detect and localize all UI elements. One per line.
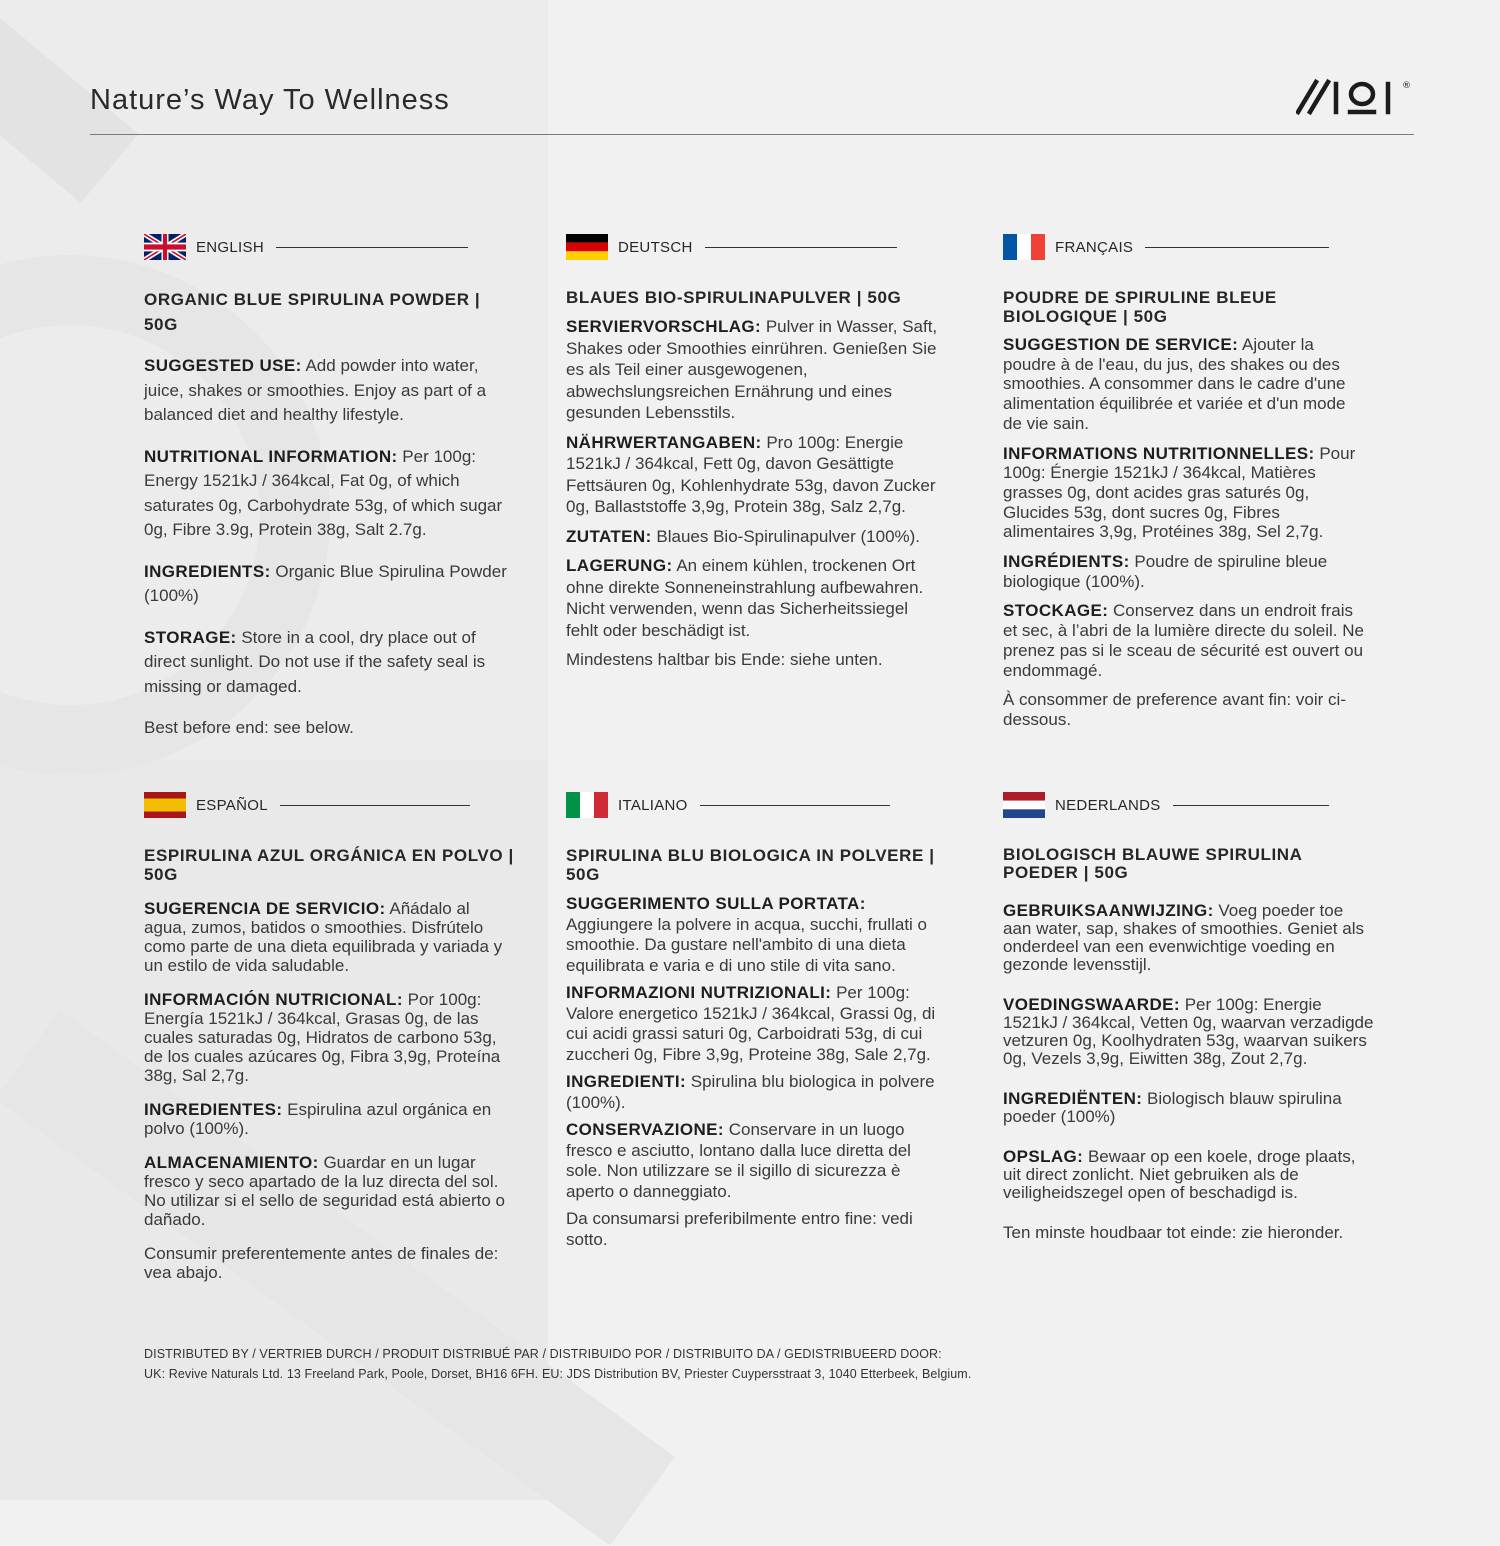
ingredients: INGRÉDIENTS: Poudre de spiruline bleue biologique (100%).	[1003, 552, 1328, 591]
storage: STOCKAGE: Conservez dans un endroit frais et sec, à l’abri de la lumière directe du soleil. Ne prenez pas si le sceau de sécurité est ouvert ou endommagé.	[1003, 601, 1364, 680]
ingredients: ZUTATEN: Blaues Bio-Spirulinapulver (100%).	[566, 526, 921, 546]
storage: OPSLAG: Bewaar op een koele, droge plaats, uit direct zonlicht. Niet gebruiken als de veiligheidszegel open of beschadigd is.	[1003, 1147, 1356, 1202]
suggested-use: GEBRUIKSAANWIJZING: Voeg poeder toe aan water, sap, shakes of smoothies. Geniet als onderdeel van een evenwichtige voeding en gezonde levensstijl.	[1003, 901, 1364, 974]
language-header	[144, 792, 516, 818]
distributor-heading: DISTRIBUTED BY / VERTRIEB DURCH / PRODUIT DISTRIBUÉ PAR / DISTRIBUIDO POR / DISTRIBUITO DA / GEDISTRIBUEERD DOOR:	[144, 1347, 942, 1361]
suggested-use: SUGERENCIA DE SERVICIO: Añádalo al agua, zumos, batidos o smoothies. Disfrútelo como parte de una dieta equilibrada y variada y un estilo de vida saludable.	[144, 899, 503, 975]
language-header	[566, 792, 942, 818]
language-header	[144, 234, 516, 260]
nutritional-info: NÄHRWERTANGABEN: Pro 100g: Energie 1521kJ / 364kcal, Fett 0g, davon Gesättigte Fettsäuren 0g, Kohlenhydrate 53g, davon Zucker 0g, Ballaststoffe 3,9g, Protein 38g, Salz 2,7g.	[566, 432, 936, 516]
language-header	[566, 234, 938, 260]
language-label: FRANÇAIS	[1055, 238, 1134, 256]
suggested-use: SUGGESTED USE: Add powder into water, juice, shakes or smoothies. Enjoy as part of a balanced diet and healthy lifestyle.	[144, 356, 487, 424]
ingredients: INGREDIENTI: Spirulina blu biologica in polvere (100%).	[566, 1072, 935, 1112]
best-before: Da consumarsi preferibilmente entro fine: vedi sotto.	[566, 1209, 913, 1249]
language-divider	[705, 247, 897, 248]
brand-logo	[1296, 72, 1416, 120]
language-divider	[280, 805, 470, 806]
column-german	[566, 234, 938, 679]
page-title: Nature’s Way To Wellness	[90, 84, 450, 116]
language-divider	[1173, 805, 1329, 806]
distributor-info	[144, 1344, 971, 1384]
product-title: BLAUES BIO-SPIRULINAPULVER | 50G	[566, 288, 902, 307]
language-header	[1003, 234, 1369, 260]
best-before: Consumir preferentemente antes de finales de: vea abajo.	[144, 1244, 499, 1282]
france-flag-icon	[1003, 234, 1045, 260]
language-divider	[1145, 247, 1329, 248]
best-before: Best before end: see below.	[144, 718, 354, 737]
product-title: ESPIRULINA AZUL ORGÁNICA EN POLVO | 50G	[144, 846, 514, 884]
column-english	[144, 234, 516, 758]
best-before: Mindestens haltbar bis Ende: siehe unten.	[566, 650, 883, 669]
suggested-use: SERVIERVORSCHLAG: Pulver in Wasser, Saft, Shakes oder Smoothies einrühren. Genießen Sie es als Teil einer ausgewogenen, abwechslungsreichen Ernährung und eines gesunden Lebensstils.	[566, 317, 938, 422]
italy-flag-icon	[566, 792, 608, 818]
storage: LAGERUNG: An einem kühlen, trockenen Ort ohne direkte Sonneneinstrahlung aufbewahren. Nicht verwenden, wenn das Sicherheitssiegel fehlt oder beschädigt ist.	[566, 556, 924, 640]
language-label: DEUTSCH	[618, 238, 693, 256]
ingredients: INGREDIËNTEN: Biologisch blauw spirulina poeder (100%)	[1003, 1089, 1342, 1126]
language-divider	[276, 247, 468, 248]
language-label: ENGLISH	[196, 238, 264, 256]
germany-flag-icon	[566, 234, 608, 260]
language-label: ITALIANO	[618, 796, 688, 814]
column-french	[1003, 234, 1369, 744]
nutritional-info: VOEDINGSWAARDE: Per 100g: Energie 1521kJ / 364kcal, Vetten 0g, waarvan verzadigde vetzuren 0g, Koolhydraten 53g, waarvan suikers 0g, Vezels 3,9g, Eiwitten 38g, Zout 2,7g.	[1003, 995, 1374, 1068]
ingredients: INGREDIENTS: Organic Blue Spirulina Powder (100%)	[144, 561, 507, 605]
language-header	[1003, 792, 1375, 818]
nutritional-info: INFORMATIONS NUTRITIONNELLES: Pour 100g: Énergie 1521kJ / 364kcal, Matières grasses 0g, dont acides gras saturés 0g, Glucides 53g, dont sucres 0g, Fibres alimentaires 3,9g, Protéines 38g, Sel 2,7g.	[1003, 443, 1356, 542]
product-title: ORGANIC BLUE SPIRULINA POWDER | 50G	[144, 290, 481, 334]
suggested-use: SUGGESTION DE SERVICE: Ajouter la poudre à de l'eau, du jus, des shakes ou des smoothies. A consommer dans le cadre d'une alimentation équilibrée et variée et d'un mode de vie sain.	[1003, 335, 1346, 433]
column-dutch	[1003, 792, 1375, 1256]
netherlands-flag-icon	[1003, 792, 1045, 818]
suggested-use: SUGGERIMENTO SULLA PORTATA: Aggiungere la polvere in acqua, succhi, frullati o smoothie. Da gustare nell'ambito di una dieta equilibrata e varia e di uno stile di vita sano.	[566, 894, 927, 975]
header-divider	[90, 134, 1414, 135]
language-divider	[700, 805, 890, 806]
best-before: À consommer de preference avant fin: voir ci-dessous.	[1003, 690, 1346, 729]
language-label: NEDERLANDS	[1055, 796, 1161, 814]
nutritional-info: INFORMACIÓN NUTRICIONAL: Por 100g: Energía 1521kJ / 364kcal, Grasas 0g, de las cuales saturadas 0g, Hidratos de carbono 53g, de los cuales azúcares 0g, Fibra 3,9g, Proteína 38g, Sal 2,7g.	[144, 990, 501, 1085]
nutritional-info: NUTRITIONAL INFORMATION: Per 100g: Energy 1521kJ / 364kcal, Fat 0g, of which saturates 0g, Carbohydrate 53g, of which sugar 0g, Fibre 3.9g, Protein 38g, Salt 2.7g.	[144, 446, 503, 539]
uk-flag-icon	[144, 234, 186, 260]
product-title: SPIRULINA BLU BIOLOGICA IN POLVERE | 50G	[566, 846, 935, 884]
product-title: POUDRE DE SPIRULINE BLEUE BIOLOGIQUE | 50G	[1003, 288, 1277, 326]
language-label: ESPAÑOL	[196, 796, 268, 814]
storage: STORAGE: Store in a cool, dry place out of direct sunlight. Do not use if the safety seal is missing or damaged.	[144, 627, 486, 696]
best-before: Ten minste houdbaar tot einde: zie hieronder.	[1003, 1223, 1344, 1242]
ingredients: INGREDIENTES: Espirulina azul orgánica en polvo (100%).	[144, 1100, 492, 1138]
nutritional-info: INFORMAZIONI NUTRIZIONALI: Per 100g: Valore energetico 1521kJ / 364kcal, Grassi 0g, di cui acidi grassi saturi 0g, Carboidrati 53g, di cui zuccheri 0g, Fibre 3,9g, Proteine 38g, Sale 2,7g.	[566, 983, 936, 1064]
product-title: BIOLOGISCH BLAUWE SPIRULINA POEDER | 50G	[1003, 845, 1302, 882]
distributor-address: UK: Revive Naturals Ltd. 13 Freeland Park, Poole, Dorset, BH16 6FH. EU: JDS Distribution BV, Priester Cuypersstraat 3, 1040 Etterbeek, Belgium.	[144, 1367, 972, 1381]
column-spanish	[144, 792, 516, 1296]
storage: ALMACENAMIENTO: Guardar en un lugar fresco y seco apartado de la luz directa del sol. No utilizar si el sello de seguridad está abierto o dañado.	[144, 1153, 505, 1229]
column-italian	[566, 792, 942, 1257]
storage: CONSERVAZIONE: Conservare in un luogo fresco e asciutto, lontano dalla luce diretta del sole. Non utilizzare se il sigillo di sicurezza è aperto o danneggiato.	[566, 1120, 911, 1201]
spain-flag-icon	[144, 792, 186, 818]
registered-mark: ®	[1402, 81, 1411, 91]
